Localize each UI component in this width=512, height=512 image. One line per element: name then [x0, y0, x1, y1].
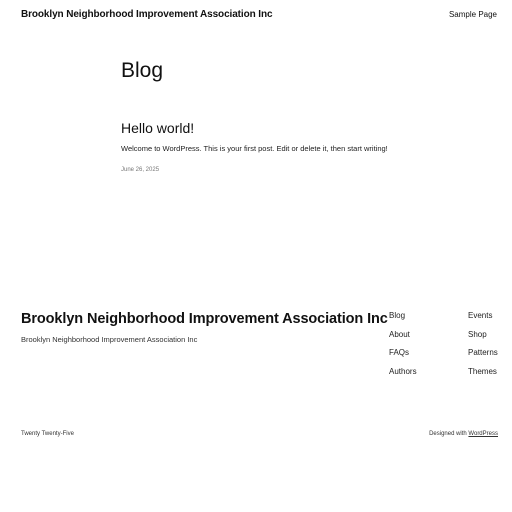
page-title: Blog	[121, 59, 164, 82]
post-date: June 26, 2025	[121, 167, 160, 173]
footer-nav-item-events[interactable]: Events	[468, 311, 493, 320]
footer-nav-item-themes[interactable]: Themes	[468, 367, 497, 377]
site-title-link[interactable]: Brooklyn Neighborhood Improvement Association Inc	[21, 9, 273, 20]
footer-theme-name: Twenty Twenty-Five	[21, 431, 74, 437]
footer-credit-prefix: Designed with	[429, 431, 467, 437]
footer-nav-item-shop[interactable]: Shop	[468, 329, 487, 339]
footer-nav-item-faqs[interactable]: FAQs	[389, 348, 410, 358]
footer-nav-item-blog[interactable]: Blog	[389, 311, 406, 320]
footer-nav-item-authors[interactable]: Authors	[389, 367, 417, 377]
footer-nav-item-about[interactable]: About	[389, 329, 410, 339]
footer-nav-column-1	[389, 311, 449, 386]
footer-tagline: Brooklyn Neighborhood Improvement Association Inc	[21, 335, 198, 344]
footer-site-title-link[interactable]: Brooklyn Neighborhood Improvement Association Inc	[21, 311, 388, 327]
footer-nav-column-2	[468, 311, 512, 386]
post-excerpt: Welcome to WordPress. This is your first post. Edit or delete it, then start writing!	[121, 144, 388, 153]
footer-nav-item-patterns[interactable]: Patterns	[468, 348, 498, 358]
wordpress-link[interactable]: WordPress	[468, 431, 498, 437]
post-title-link[interactable]: Hello world!	[121, 120, 195, 136]
footer-credit	[429, 431, 498, 437]
nav-link-sample-page[interactable]: Sample Page	[448, 10, 497, 19]
